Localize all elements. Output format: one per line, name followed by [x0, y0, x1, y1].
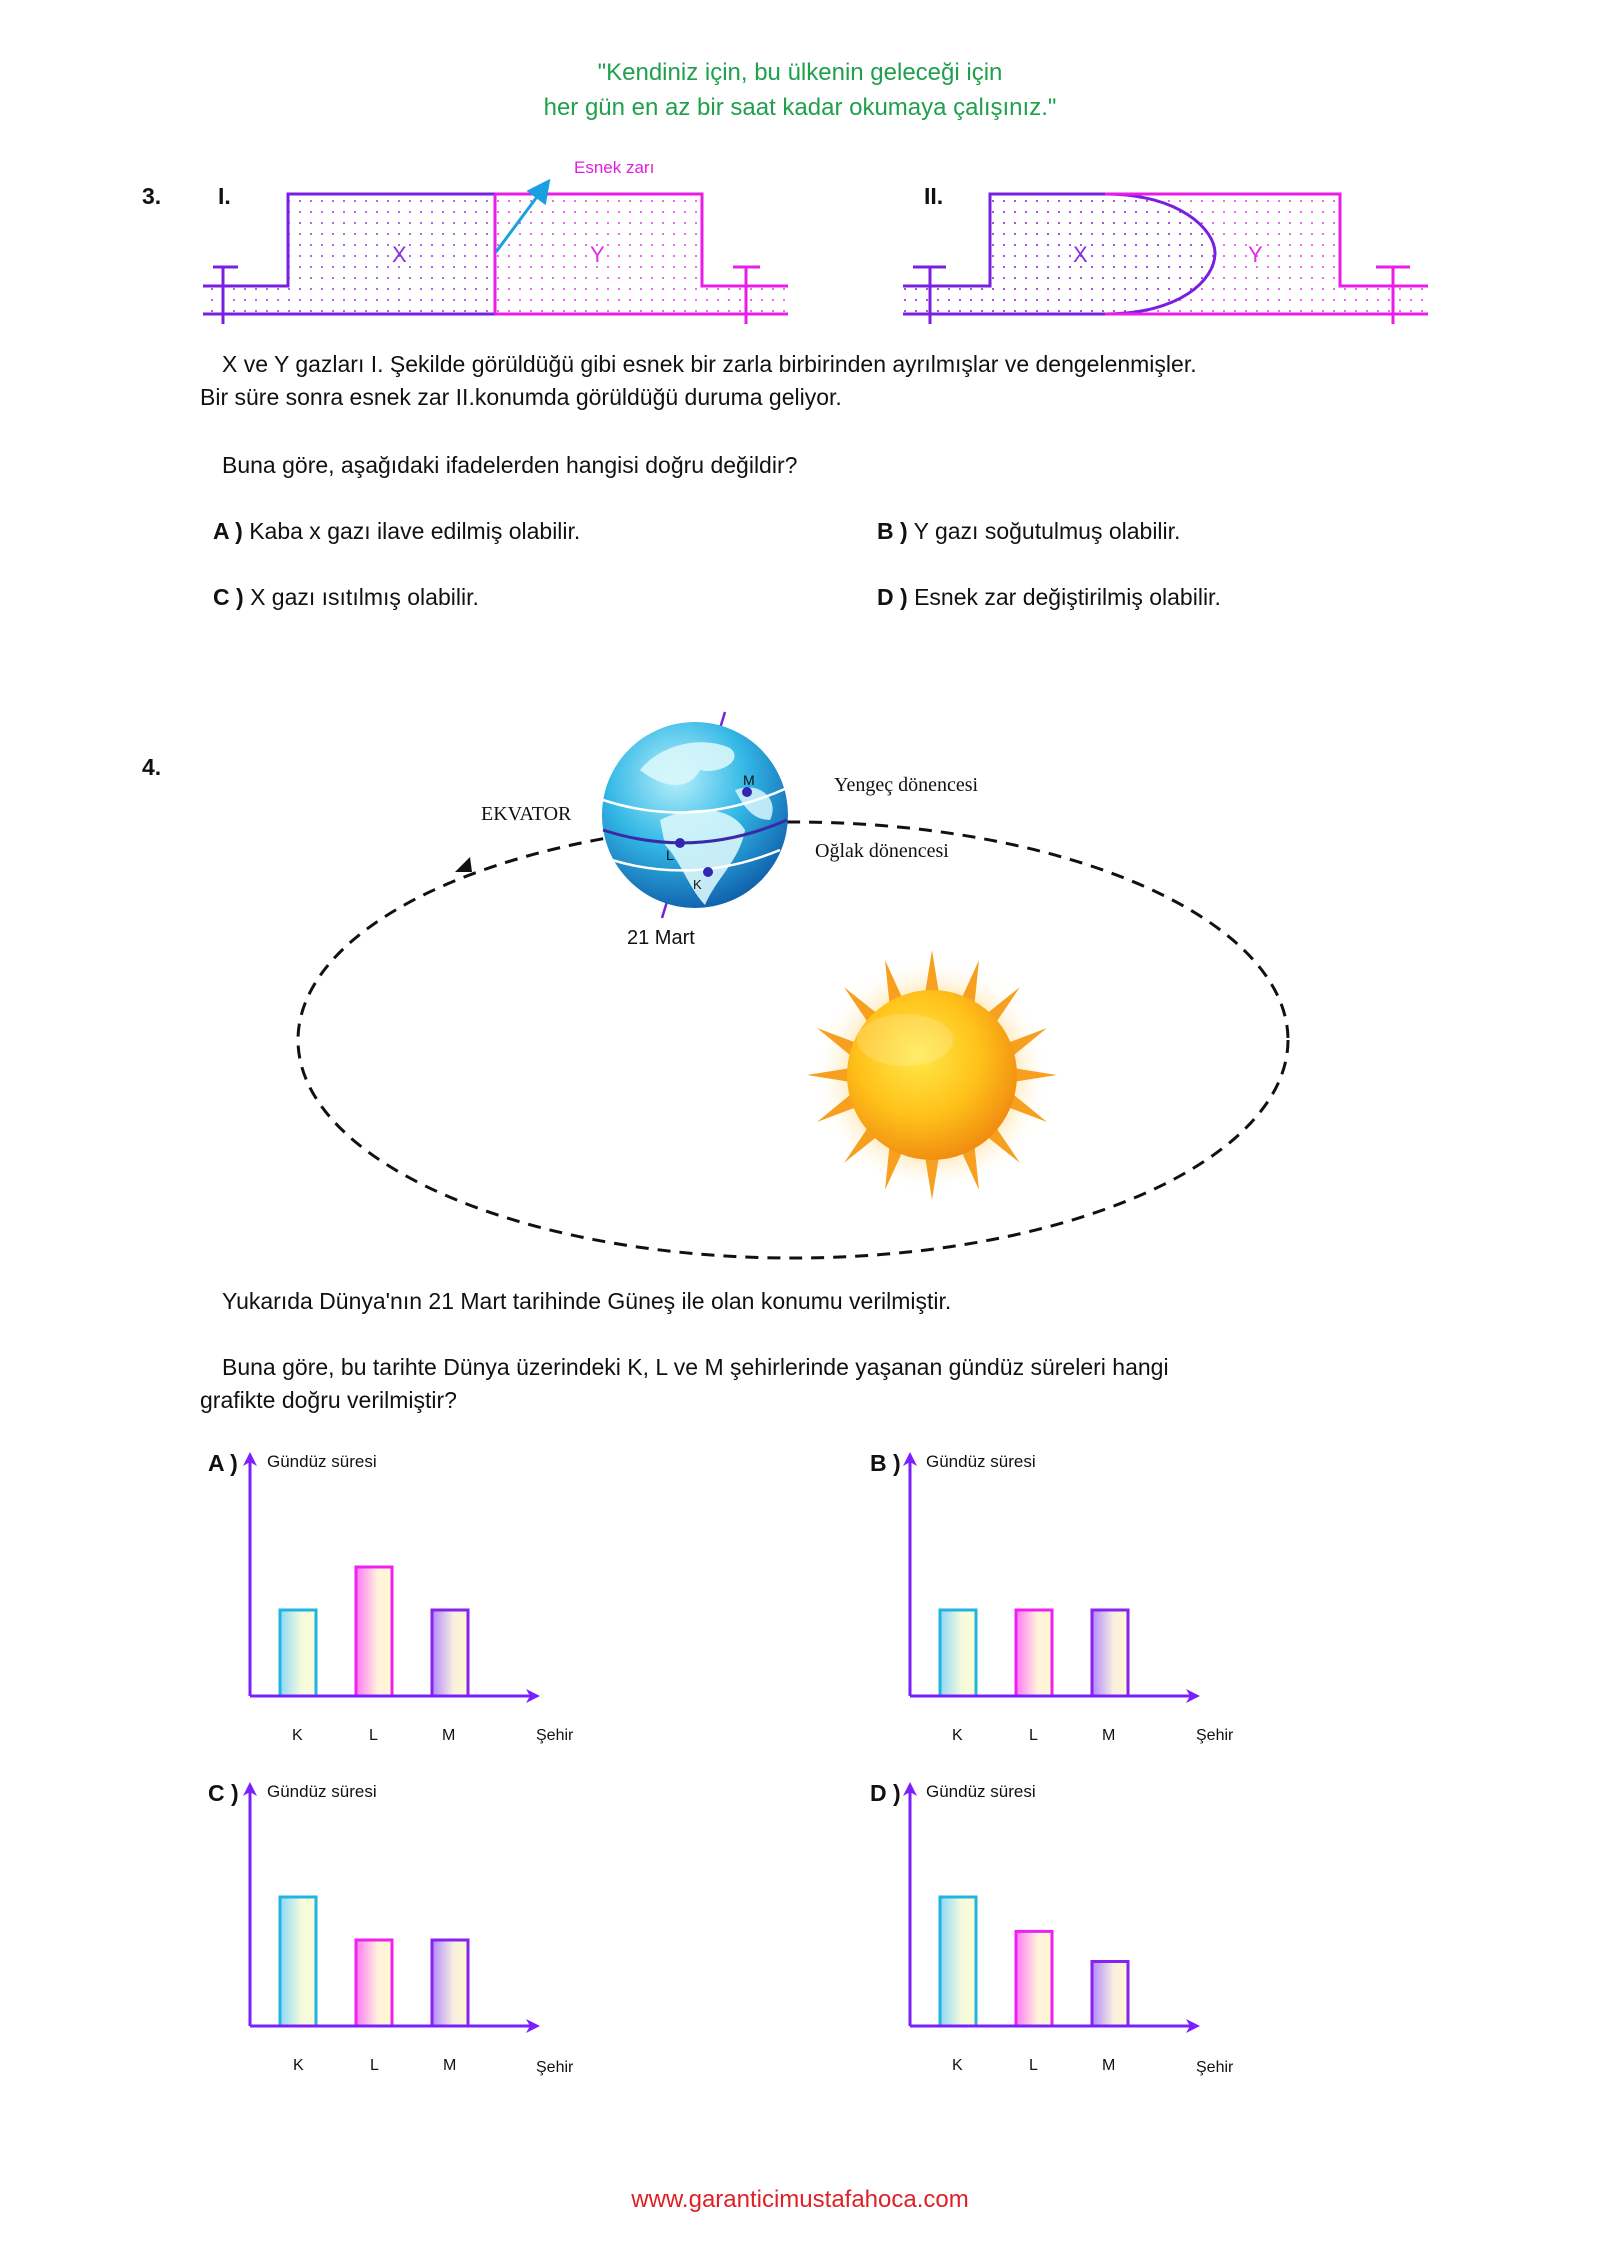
- bar-chart: [860, 1440, 1280, 1760]
- y-axis-title: Gündüz süresi: [267, 1782, 377, 1801]
- footer-website-link[interactable]: www.garanticimustafahoca.com: [631, 2186, 969, 2213]
- bar-m: [432, 1610, 468, 1696]
- bar-l: [1016, 1610, 1052, 1696]
- x-tick-l: L: [369, 1727, 378, 1744]
- option-text: X gazı ısıtılmış olabilir.: [250, 584, 479, 610]
- chart-option-letter: A ): [208, 1450, 238, 1476]
- option-text: Kaba x gazı ilave edilmiş olabilir.: [249, 518, 581, 544]
- q4-prompt-line-1: Buna göre, bu tarihte Dünya üzerindeki K, L ve M şehirlerinde yaşanan gündüz süreleri hangi: [222, 1354, 1169, 1380]
- x-tick-m: M: [1102, 1727, 1116, 1744]
- y-axis-title: Gündüz süresi: [926, 1452, 1036, 1471]
- chart-option-letter: C ): [208, 1780, 239, 1806]
- equator-label: EKVATOR: [481, 803, 572, 825]
- x-tick-l: L: [1029, 2057, 1038, 2074]
- y-axis-title: Gündüz süresi: [267, 1452, 377, 1471]
- x-tick-k: K: [293, 2057, 304, 2074]
- membrane-label: Esnek zarı: [574, 158, 655, 177]
- x-tick-m: M: [1102, 2057, 1116, 2074]
- motivational-quote-line-2: her gün en az bir saat kadar okumaya çalışınız.": [543, 94, 1057, 121]
- city-l-label: L: [666, 847, 674, 863]
- option-text: Esnek zar değiştirilmiş olabilir.: [914, 584, 1221, 610]
- bar-k: [940, 1897, 976, 2026]
- tropic-cancer-label: Yengeç dönencesi: [834, 774, 979, 796]
- q3-paragraph-line-2: Bir süre sonra esnek zar II.konumda görüldüğü duruma geliyor.: [200, 384, 842, 410]
- city-m-label: M: [743, 772, 755, 788]
- svg-text:X: X: [1073, 242, 1088, 267]
- q4-prompt-line-2: grafikte doğru verilmiştir?: [200, 1387, 457, 1413]
- bar-l: [356, 1940, 392, 2026]
- option-letter: C ): [213, 584, 244, 610]
- bar-k: [280, 1897, 316, 2026]
- option-letter: D ): [877, 584, 908, 610]
- x-tick-m: M: [443, 2057, 457, 2074]
- gas-y-label: Y: [590, 242, 605, 267]
- bar-chart: [200, 1770, 620, 2090]
- bar-m: [1092, 1962, 1128, 2027]
- question-4-number: 4.: [142, 754, 162, 780]
- gas-x-label: X: [392, 242, 407, 267]
- bar-l: [1016, 1931, 1052, 2026]
- question-3-number: 3.: [142, 183, 162, 209]
- motivational-quote-line-1: "Kendiniz için, bu ülkenin geleceği için: [597, 59, 1003, 86]
- x-tick-k: K: [952, 1727, 963, 1744]
- x-tick-l: L: [370, 2057, 379, 2074]
- city-k-label: K: [693, 877, 702, 892]
- bar-chart: [860, 1770, 1280, 2090]
- chart-option-b[interactable]: [860, 1440, 1280, 1760]
- q3-paragraph-line-1: X ve Y gazları I. Şekilde görüldüğü gibi esnek bir zarla birbirinden ayrılmışlar ve dengelenmişler.: [222, 351, 1197, 377]
- figure-1-label: I.: [218, 183, 231, 209]
- bar-m: [432, 1940, 468, 2026]
- q3-prompt: Buna göre, aşağıdaki ifadelerden hangisi doğru değildir?: [222, 452, 798, 478]
- x-tick-m: M: [442, 1727, 456, 1744]
- x-axis-title: Şehir: [1196, 2059, 1234, 2076]
- date-label: 21 Mart: [627, 927, 695, 949]
- chart-option-d[interactable]: [860, 1770, 1280, 2090]
- x-axis-title: Şehir: [1196, 1727, 1234, 1744]
- bar-m: [1092, 1610, 1128, 1696]
- y-axis-title: Gündüz süresi: [926, 1782, 1036, 1801]
- tropic-capricorn-label: Oğlak dönencesi: [815, 840, 949, 862]
- option-letter: B ): [877, 518, 908, 544]
- figure-2-label: II.: [924, 183, 944, 209]
- chart-option-letter: B ): [870, 1450, 901, 1476]
- option-text: Y gazı soğutulmuş olabilir.: [913, 518, 1181, 544]
- chart-option-letter: D ): [870, 1780, 901, 1806]
- x-axis-title: Şehir: [536, 1727, 574, 1744]
- q4-paragraph: Yukarıda Dünya'nın 21 Mart tarihinde Güneş ile olan konumu verilmiştir.: [222, 1288, 952, 1314]
- x-tick-k: K: [292, 1727, 303, 1744]
- option-letter: A ): [213, 518, 243, 544]
- x-tick-l: L: [1029, 1727, 1038, 1744]
- bar-k: [940, 1610, 976, 1696]
- chart-option-c[interactable]: [200, 1770, 620, 2090]
- bar-chart: [200, 1440, 620, 1760]
- x-axis-title: Şehir: [536, 2059, 574, 2076]
- bar-k: [280, 1610, 316, 1696]
- svg-text:Y: Y: [1248, 242, 1263, 267]
- bar-l: [356, 1567, 392, 1696]
- x-tick-k: K: [952, 2057, 963, 2074]
- chart-option-a[interactable]: [200, 1440, 620, 1760]
